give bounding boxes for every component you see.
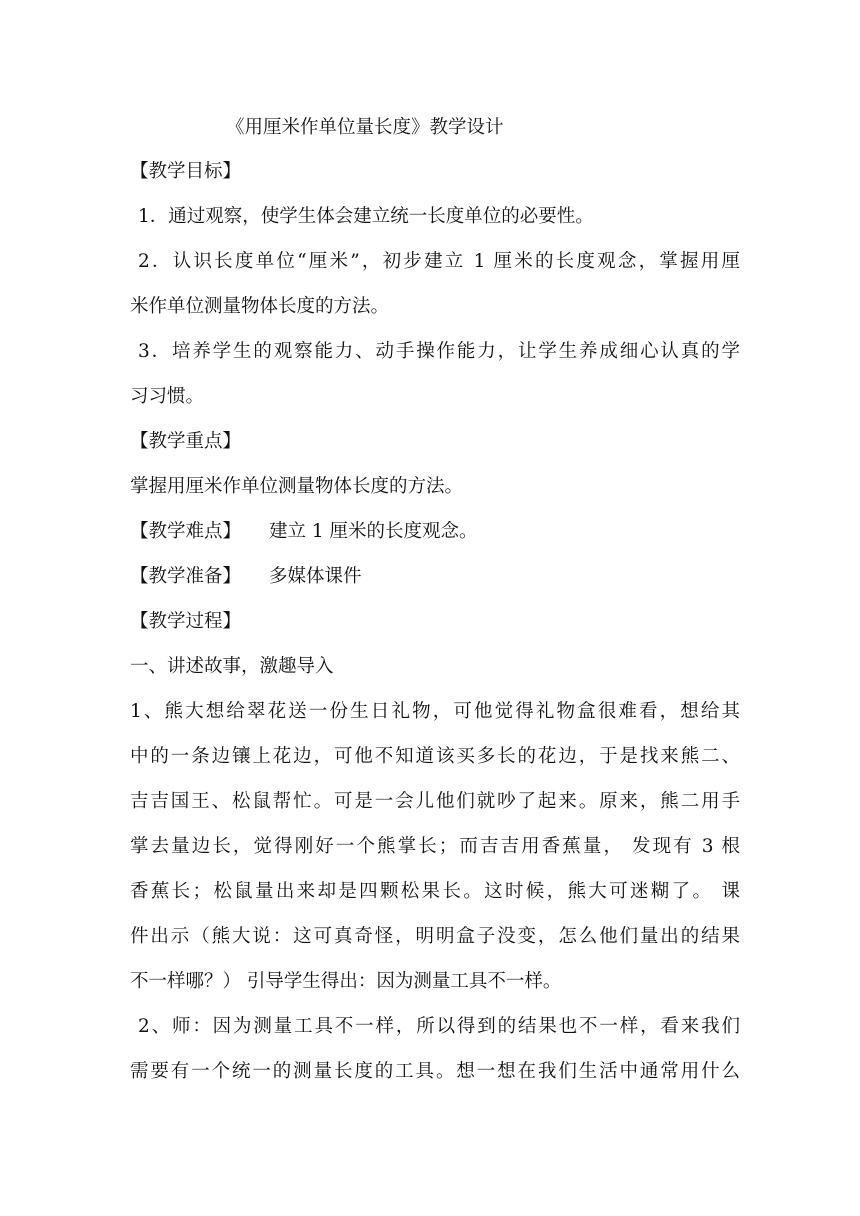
- story-line: 香蕉长；松鼠量出来却是四颗松果长。这时候，熊大可迷糊了。 课: [130, 881, 740, 902]
- story-line: 不一样哪？） 引导学生得出：因为测量工具不一样。: [130, 971, 562, 992]
- document-title: 《用厘米作单位量长度》教学设计: [226, 117, 504, 138]
- story-line: 1、熊大想给翠花送一份生日礼物，可他觉得礼物盒很难看，想给其: [130, 701, 740, 722]
- objective-1: 1．通过观察，使学生体会建立统一长度单位的必要性。: [138, 206, 594, 227]
- objective-3-line-2: 习习惯。: [130, 386, 205, 407]
- objective-2-line-1: 2．认识长度单位“厘米”，初步建立 1 厘米的长度观念，掌握用厘: [138, 251, 740, 272]
- story-line: 掌去量边长，觉得刚好一个熊掌长；而吉吉用香蕉量， 发现有 3 根: [130, 836, 740, 857]
- teacher-line: 2、师：因为测量工具不一样，所以得到的结果也不一样，看来我们: [138, 1016, 740, 1037]
- story-line: 件出示（熊大说：这可真奇怪，明明盒子没变，怎么他们量出的结果: [130, 926, 740, 947]
- preparation-text: 多媒体课件: [269, 566, 362, 587]
- objective-2-line-2: 米作单位测量物体长度的方法。: [130, 296, 390, 317]
- key-point-text: 掌握用厘米作单位测量物体长度的方法。: [130, 476, 464, 497]
- teacher-line: 需要有一个统一的测量长度的工具。想一想在我们生活中通常用什么: [130, 1061, 740, 1082]
- difficulty-text: 建立 1 厘米的长度观念。: [269, 521, 478, 542]
- story-line: 吉吉国王、松鼠帮忙。可是一会儿他们就吵了起来。原来，熊二用手: [130, 791, 740, 812]
- objectives-heading: 【教学目标】: [130, 161, 242, 182]
- difficulty-row: [130, 519, 740, 545]
- process-heading: 【教学过程】: [130, 611, 242, 632]
- objective-3-line-1: 3．培养学生的观察能力、动手操作能力，让学生养成细心认真的学: [138, 341, 740, 362]
- part1-heading: 一、讲述故事，激趣导入: [130, 656, 334, 677]
- story-line: 中的一条边镶上花边，可他不知道该买多长的花边，于是找来熊二、: [130, 746, 740, 767]
- difficulty-heading: 【教学难点】: [130, 521, 242, 542]
- preparation-heading: 【教学准备】: [130, 566, 242, 587]
- key-point-heading: 【教学重点】: [130, 431, 242, 452]
- preparation-row: [130, 564, 740, 590]
